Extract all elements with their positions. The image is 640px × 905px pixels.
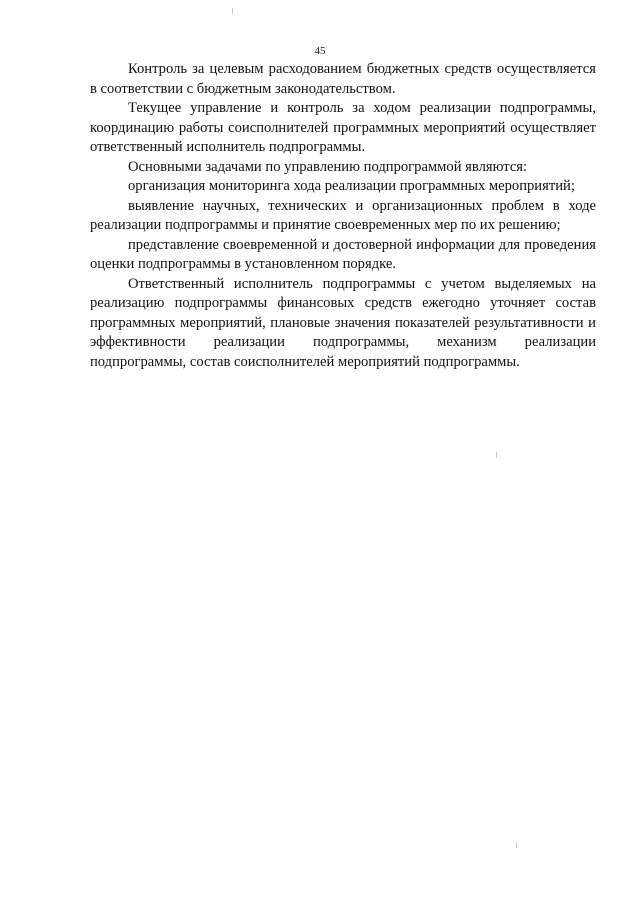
list-item-problem-identification: выявление научных, технических и организационных проблем в ходе реализации подпрограммы и принятие своевременных мер по их решению; [90,197,596,233]
paragraph-main-tasks-intro: Основными задачами по управлению подпрограммой являются: [128,158,528,175]
list-item-information-provision: представление своевременной и достоверной информации для проведения оценки подпрограммы в установленном порядке. [90,236,596,272]
list-item-monitoring: организация мониторинга хода реализации программных мероприятий; [128,178,575,194]
scan-artifact-bottom [516,842,517,848]
paragraph-annual-refinement: Ответственный исполнитель подпрограммы с учетом выделяемых на реализацию подпрограммы финансовых средств ежегодно уточняет состав программных мероприятий, плановые значения показателей результативности и эффективности реализации подпрограммы, механизм реализации подпрограммы, состав соисполнителей мероприятий подпрограммы. [90,275,596,370]
scan-artifact-top [232,8,233,14]
page-number: 45 [314,45,326,57]
paragraph-budget-control: Контроль за целевым расходованием бюджетных средств осуществляется в соответствии с бюджетным законодательством. [90,61,596,97]
scan-artifact-middle [496,452,497,458]
document-body [90,60,596,372]
paragraph-current-management: Текущее управление и контроль за ходом реализации подпрограммы, координацию работы соисполнителей программных мероприятий осуществляет ответственный исполнитель подпрограммы. [90,100,596,155]
